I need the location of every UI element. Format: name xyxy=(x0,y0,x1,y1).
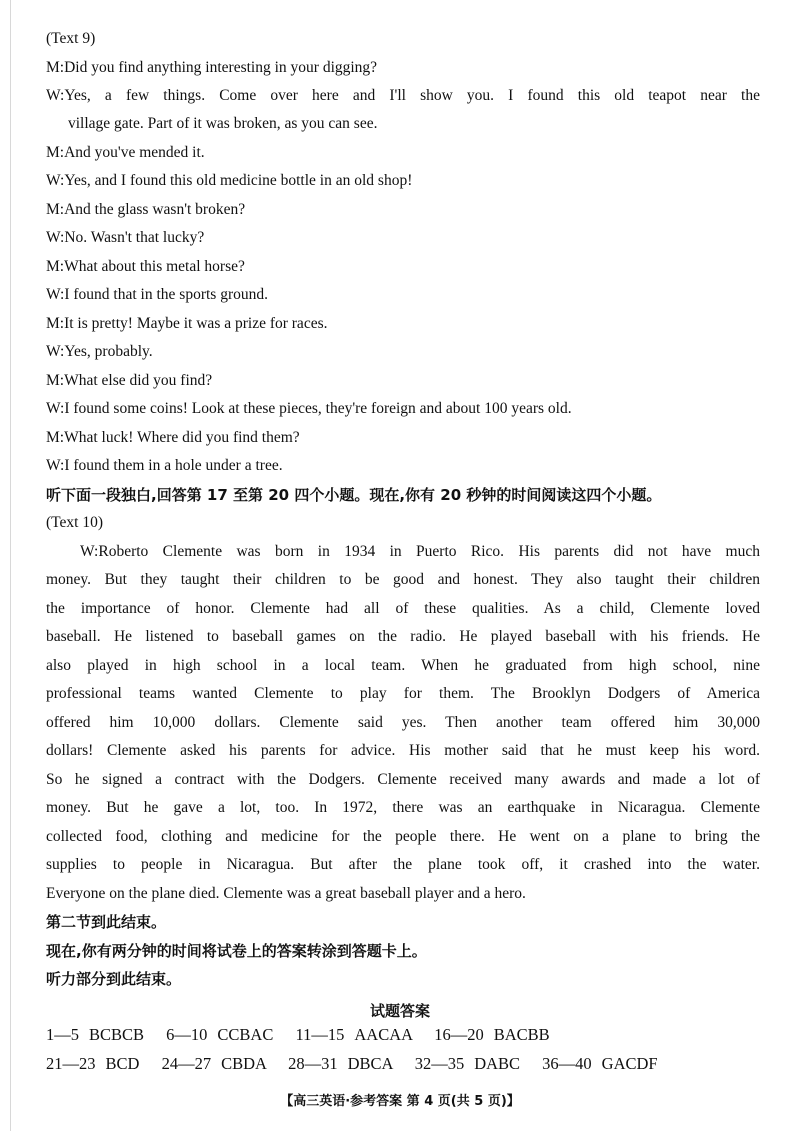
answers-row-1 xyxy=(46,1024,568,1046)
text9-line: W:Yes, probably. xyxy=(46,343,153,360)
answer-range: 16—20 xyxy=(434,1025,484,1044)
text9-line: W:No. Wasn't that lucky? xyxy=(46,229,205,246)
text10-line: money. But they taught their children to be good and honest. They also taught their children xyxy=(46,571,760,588)
text10-line: supplies to people in Nicaragua. But after the plane took off, it crashed into the water. xyxy=(46,856,760,873)
text9-line: M:What about this metal horse? xyxy=(46,258,245,275)
answer-group xyxy=(434,1025,549,1044)
text9-label: (Text 9) xyxy=(46,30,96,47)
answer-group xyxy=(295,1025,416,1044)
answer-range: 11—15 xyxy=(295,1025,345,1044)
answer-letters: BCD xyxy=(105,1054,140,1073)
scan-edge-line xyxy=(10,0,11,1131)
answer-letters: BCBCB xyxy=(89,1025,145,1044)
closing-line: 听力部分到此结束。 xyxy=(46,970,182,988)
answer-group xyxy=(46,1054,144,1073)
text9-line: W:I found that in the sports ground. xyxy=(46,286,268,303)
answer-group xyxy=(288,1054,397,1073)
answer-range: 28—31 xyxy=(288,1054,338,1073)
closing-line: 第二节到此结束。 xyxy=(46,913,167,931)
answers-heading: 试题答案 xyxy=(369,1002,430,1020)
text9-line: W:Yes, and I found this old medicine bottle in an old shop! xyxy=(46,172,413,189)
text10-line: Everyone on the plane died. Clemente was a great baseball player and a hero. xyxy=(46,885,526,902)
text9-line: M:It is pretty! Maybe it was a prize for races. xyxy=(46,315,328,332)
answer-letters: AACAA xyxy=(354,1025,413,1044)
answer-range: 36—40 xyxy=(542,1054,592,1073)
answer-letters: DBCA xyxy=(347,1054,393,1073)
answer-group xyxy=(415,1054,524,1073)
answer-letters: CBDA xyxy=(221,1054,266,1073)
text9-line: M:And the glass wasn't broken? xyxy=(46,201,246,218)
answer-range: 21—23 xyxy=(46,1054,96,1073)
text9-line: M:And you've mended it. xyxy=(46,144,205,161)
answer-range: 6—10 xyxy=(166,1025,208,1044)
answers-row-2 xyxy=(46,1053,676,1075)
text10-label: (Text 10) xyxy=(46,514,104,531)
answer-group xyxy=(46,1025,148,1044)
text9-line: village gate. Part of it was broken, as you can see. xyxy=(68,115,378,132)
text10-line: collected food, clothing and medicine for the people there. He went on a plane to bring the xyxy=(46,828,760,845)
answer-letters: GACDF xyxy=(601,1054,658,1073)
text10-line: offered him 10,000 dollars. Clemente said yes. Then another team offered him 30,000 xyxy=(46,714,760,731)
text9-line: W:I found them in a hole under a tree. xyxy=(46,457,283,474)
answer-range: 32—35 xyxy=(414,1054,465,1073)
text10-line: baseball. He listened to baseball games on the radio. He played baseball with his friends. He xyxy=(46,628,760,645)
text10-line: dollars! Clemente asked his parents for advice. His mother said that he must keep his word. xyxy=(46,742,760,759)
closing-line: 现在,你有两分钟的时间将试卷上的答案转涂到答题卡上。 xyxy=(46,942,427,960)
answer-group xyxy=(162,1054,271,1073)
text9-line: M:What else did you find? xyxy=(46,372,213,389)
text10-line: money. But he gave a lot, too. In 1972, there was an earthquake in Nicaragua. Clemente xyxy=(46,799,760,816)
text10-line: also played in high school in a local team. When he graduated from high school, nine xyxy=(46,657,760,674)
answer-letters: CCBAC xyxy=(217,1025,274,1044)
text10-line: So he signed a contract with the Dodgers. Clemente received many awards and made a lot of xyxy=(46,771,760,788)
page-footer: 【高三英语·参考答案 第 4 页(共 5 页)】 xyxy=(280,1094,520,1109)
answer-letters: BACBB xyxy=(493,1025,550,1044)
answer-group xyxy=(542,1054,657,1073)
instruction-questions-17-20: 听下面一段独白,回答第 17 至第 20 四个小题。现在,你有 20 秒钟的时间阅读这四个小题。 xyxy=(46,486,662,504)
text9-line: W:I found some coins! Look at these pieces, they're foreign and about 100 years old. xyxy=(46,400,572,417)
answer-group xyxy=(166,1025,277,1044)
text10-line: the importance of honor. Clemente had all of these qualities. As a child, Clemente loved xyxy=(46,600,760,617)
answer-range: 1—5 xyxy=(46,1025,79,1044)
text9-line: M:Did you find anything interesting in your digging? xyxy=(46,59,378,76)
text10-line: W:Roberto Clemente was born in 1934 in Puerto Rico. His parents did not have much xyxy=(80,543,760,560)
text9-line: W:Yes, a few things. Come over here and I'll show you. I found this old teapot near the xyxy=(46,87,760,104)
answer-range: 24—27 xyxy=(161,1054,212,1073)
text10-line: professional teams wanted Clemente to play for them. The Brooklyn Dodgers of America xyxy=(46,685,760,702)
answer-letters: DABC xyxy=(474,1054,521,1073)
text9-line: M:What luck! Where did you find them? xyxy=(46,429,300,446)
